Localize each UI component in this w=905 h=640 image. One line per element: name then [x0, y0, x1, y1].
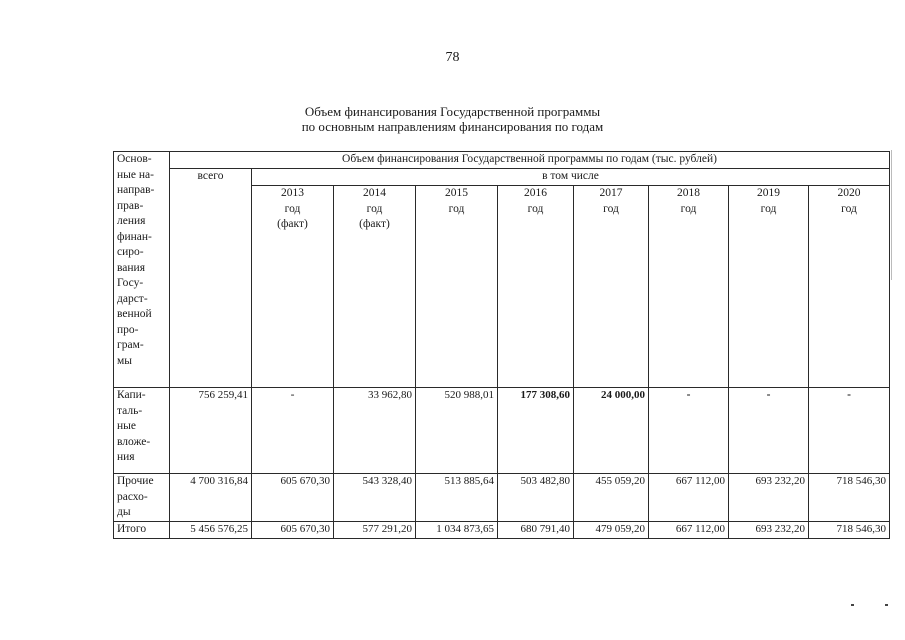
header-main: Объем финансирования Государственной программы по годам (тыс. рублей)	[170, 152, 890, 169]
row-label-line: вложе-	[117, 435, 151, 448]
row-value-2013: 605 670,30	[252, 522, 334, 539]
row-value-2018: 667 112,00	[649, 522, 729, 539]
row-value-2020: 718 546,30	[809, 522, 890, 539]
scan-speck	[851, 604, 854, 606]
year-header-2020	[809, 186, 890, 388]
header-directions-line: про-	[117, 323, 139, 336]
row-label	[114, 474, 170, 522]
header-directions-line: ления	[117, 215, 146, 227]
year-word: год	[284, 202, 301, 215]
year-header-2018	[649, 186, 729, 388]
row-value-2019: 693 232,20	[729, 474, 809, 522]
year-header-2013	[252, 186, 334, 388]
row-value-2018: 667 112,00	[649, 474, 729, 522]
table-row	[114, 388, 890, 474]
year-word: год	[680, 202, 697, 215]
row-label-line: расхо-	[117, 490, 148, 503]
row-value-2014: 577 291,20	[334, 522, 416, 539]
row-value-2018: -	[649, 388, 729, 474]
year-number: 2018	[677, 187, 700, 199]
row-label-line: таль-	[117, 404, 143, 417]
row-total: 5 456 576,25	[170, 522, 252, 539]
title-line-1: Объем финансирования Государственной программы	[304, 104, 601, 119]
row-value-2019: 693 232,20	[729, 522, 809, 539]
header-directions-line: дарст-	[117, 292, 148, 305]
scan-speck	[885, 604, 888, 606]
year-word: год	[603, 202, 619, 215]
row-value-2017: 24 000,00	[574, 388, 649, 474]
header-including: в том числе	[252, 169, 890, 186]
year-number: 2017	[599, 187, 623, 199]
year-header-2014	[334, 186, 416, 388]
header-directions-line: вания	[117, 261, 145, 274]
row-label-line: ды	[117, 506, 131, 518]
row-label-line: ные	[117, 420, 136, 432]
row-value-2016: 680 791,40	[498, 522, 574, 539]
row-value-2017: 479 059,20	[574, 522, 649, 539]
row-value-2016: 503 482,80	[498, 474, 574, 522]
year-header-2016	[498, 186, 574, 388]
document-title	[0, 104, 905, 134]
row-value-2015: 513 885,64	[416, 474, 498, 522]
row-value-2014: 543 328,40	[334, 474, 416, 522]
year-note: (факт)	[359, 218, 390, 230]
row-value-2015: 1 034 873,65	[416, 522, 498, 539]
year-note: (факт)	[277, 218, 308, 230]
scan-edge-line	[891, 150, 892, 280]
year-word: год	[366, 202, 383, 215]
header-directions-line: грам-	[117, 339, 144, 351]
financing-table	[113, 151, 890, 539]
year-number: 2016	[524, 187, 547, 199]
row-label-line: ния	[117, 451, 135, 463]
page-number: 78	[445, 50, 460, 65]
data-rows	[114, 388, 890, 539]
header-total: всего	[170, 169, 252, 388]
row-value-2017: 455 059,20	[574, 474, 649, 522]
row-value-2020: -	[809, 388, 890, 474]
year-word: год	[841, 202, 857, 215]
year-word: год	[760, 202, 777, 215]
header-directions-line: Основ-	[117, 153, 152, 165]
title-line-2: по основным направлениям финансирования по годам	[301, 119, 604, 134]
row-label-line: Капи-	[117, 389, 146, 401]
header-directions-line: направ-	[117, 184, 155, 196]
year-header-2019	[729, 186, 809, 388]
header-directions-line: финан-	[117, 230, 152, 243]
table-row	[114, 474, 890, 522]
year-number: 2015	[445, 187, 468, 199]
row-total: 4 700 316,84	[170, 474, 252, 522]
header-directions-line: Госу-	[117, 277, 144, 289]
header-directions-line: сиро-	[117, 246, 144, 258]
header-directions-line: венной	[117, 308, 152, 320]
year-number: 2020	[837, 187, 861, 199]
header-directions-line: ные на-	[117, 168, 154, 181]
row-value-2020: 718 546,30	[809, 474, 890, 522]
year-word: год	[527, 202, 544, 215]
year-number: 2014	[363, 187, 386, 199]
table-row	[114, 522, 890, 539]
year-header-2017	[574, 186, 649, 388]
row-total: 756 259,41	[170, 388, 252, 474]
year-header-2015	[416, 186, 498, 388]
row-value-2016: 177 308,60	[498, 388, 574, 474]
year-word: год	[448, 202, 465, 215]
row-value-2015: 520 988,01	[416, 388, 498, 474]
header-directions-line: мы	[117, 354, 133, 367]
row-label-line: Прочие	[117, 475, 154, 487]
row-label	[114, 522, 170, 539]
row-value-2013: -	[252, 388, 334, 474]
row-value-2014: 33 962,80	[334, 388, 416, 474]
row-label-line: Итого	[117, 523, 147, 535]
header-directions-line: прав-	[117, 199, 144, 212]
header-directions-cell	[114, 152, 170, 388]
header-directions-text	[117, 152, 166, 369]
row-value-2013: 605 670,30	[252, 474, 334, 522]
year-number: 2013	[281, 187, 304, 199]
row-label	[114, 388, 170, 474]
year-number: 2019	[757, 187, 780, 199]
row-value-2019: -	[729, 388, 809, 474]
